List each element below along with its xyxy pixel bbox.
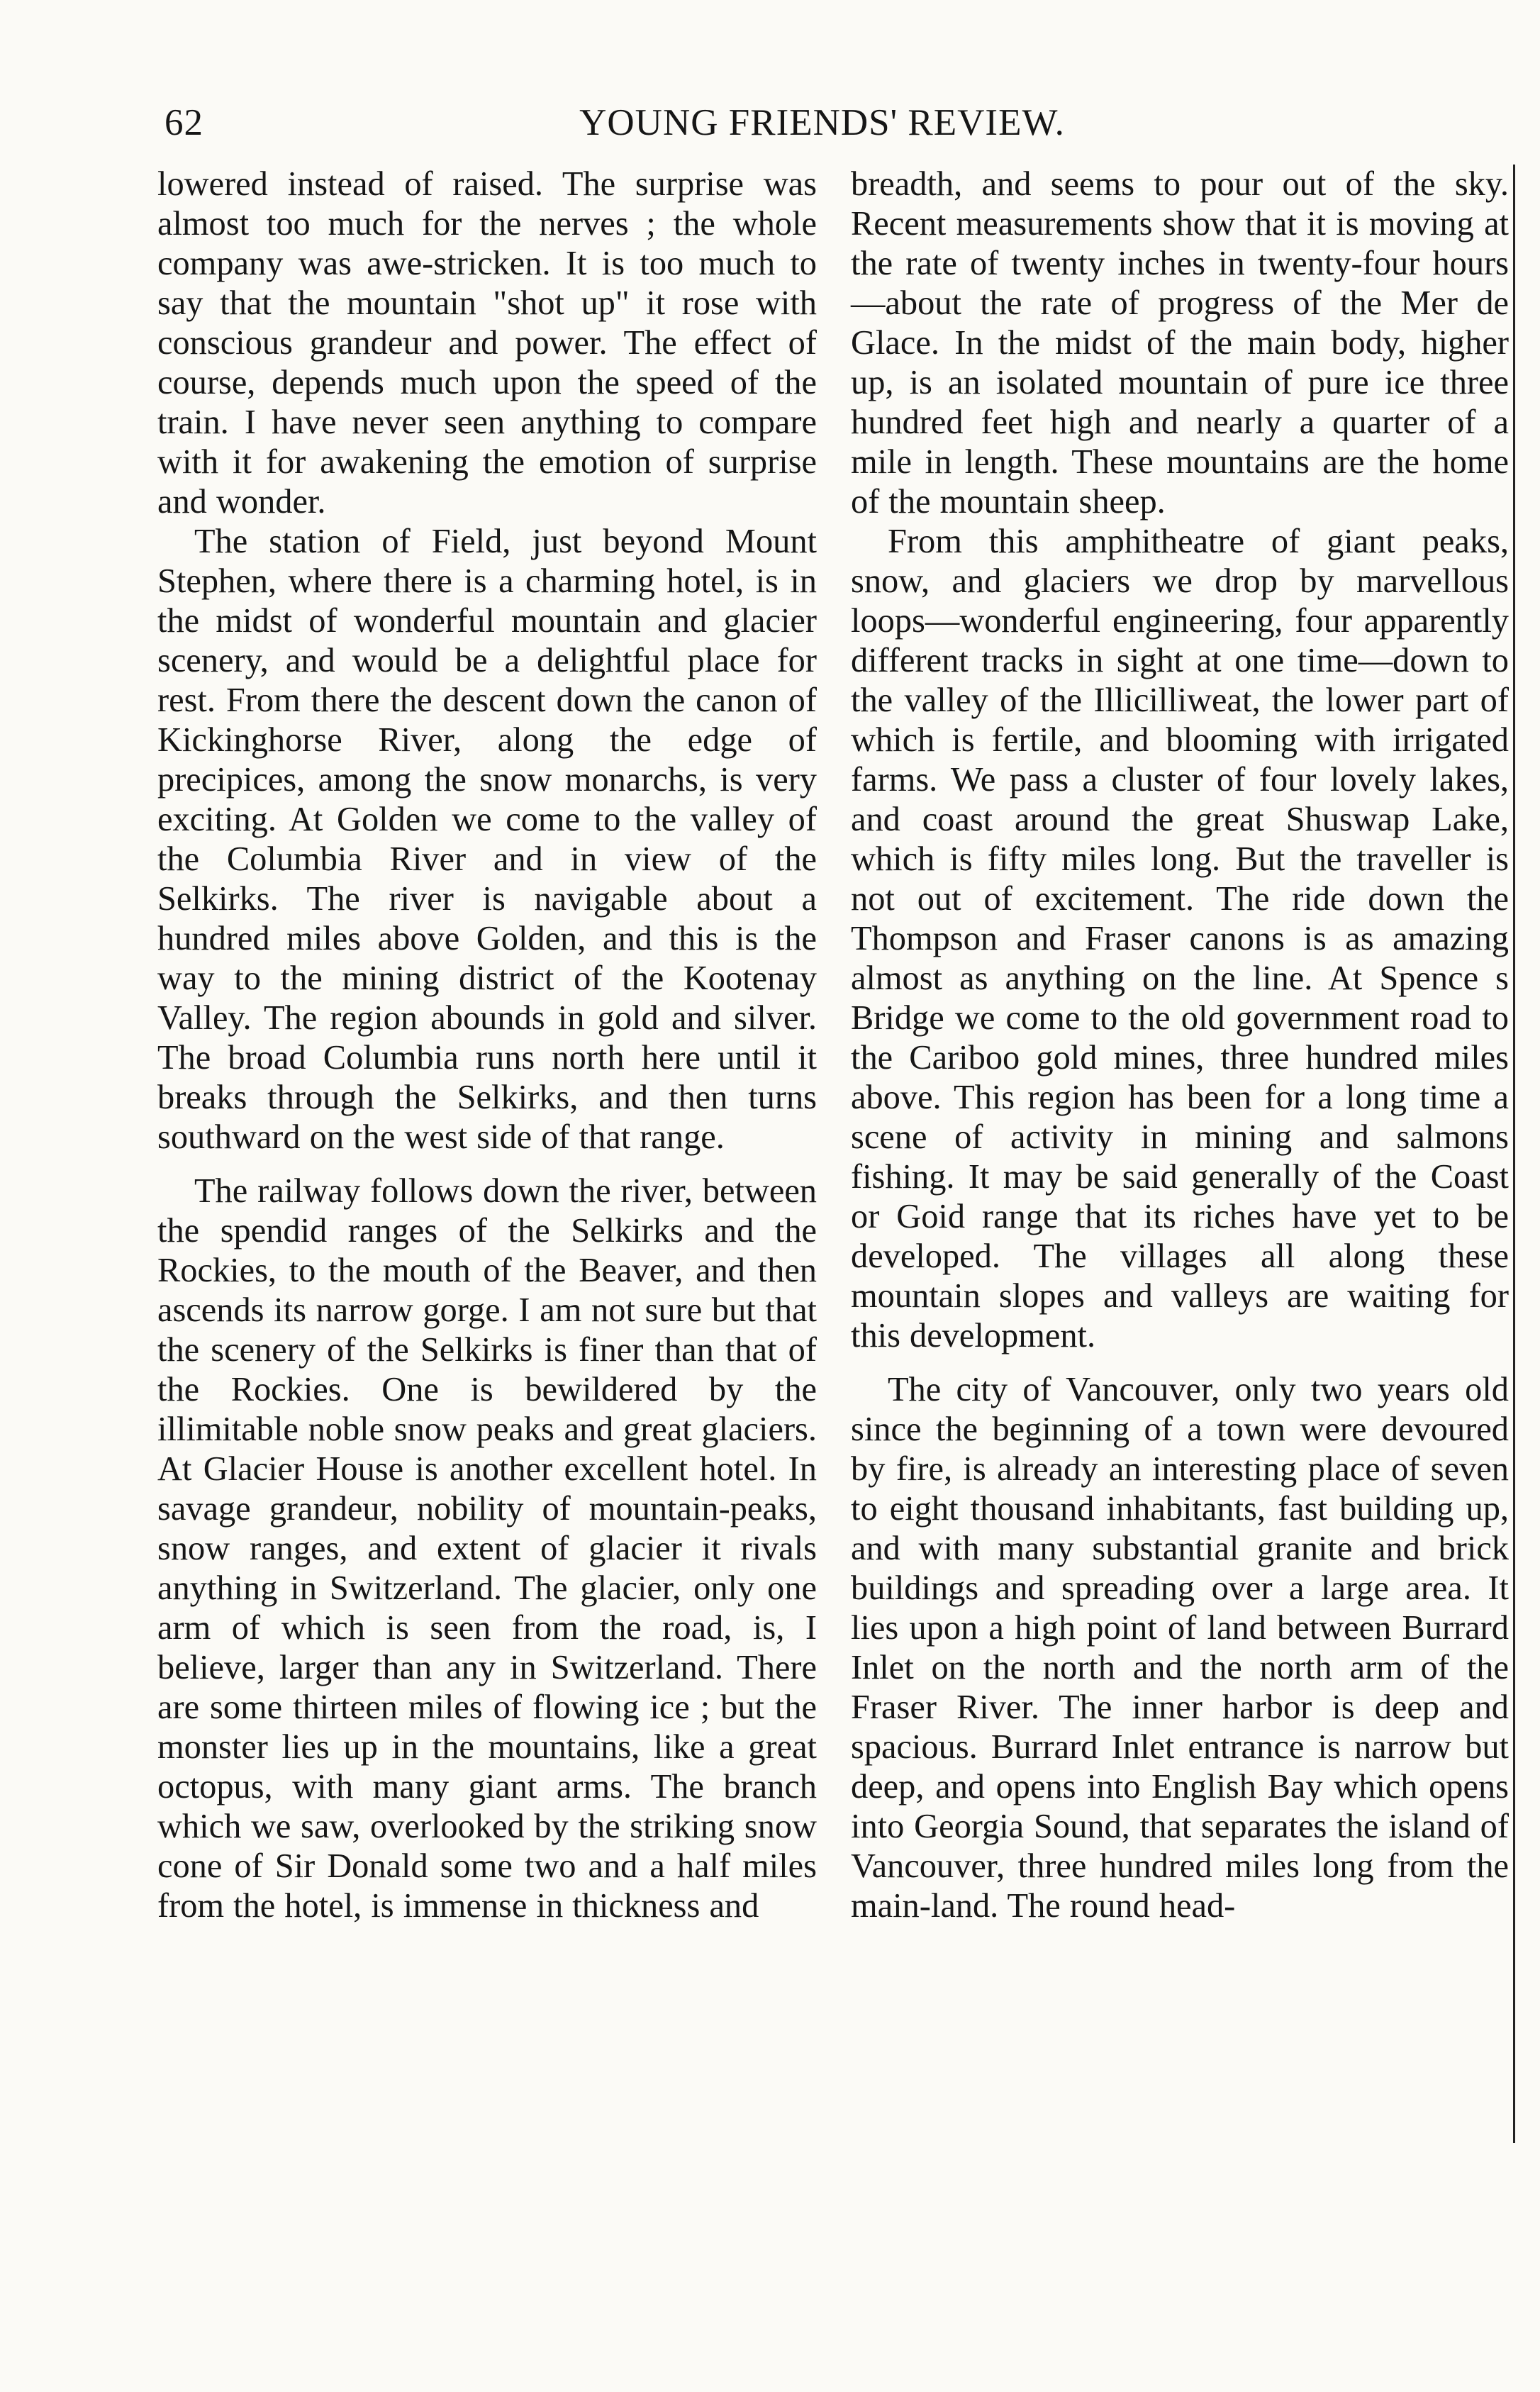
- right-column: [851, 165, 1515, 2143]
- paragraph: The railway follows down the river, between the spendid ranges of the Selkirks and the Rockies, to the mouth of the Beaver, and then ascends its narrow gorge. I am not sure but that the scenery of the Selkirks is finer than that of the Rockies. One is bewildered by the illimitable noble snow peaks and great glaciers. At Glacier House is another excellent hotel. In savage grandeur, nobility of mountain-peaks, snow ranges, and extent of glacier it rivals anything in Switzerland. The glacier, only one arm of which is seen from the road, is, I believe, larger than any in Switzerland. There are some thirteen miles of flowing ice ; but the monster lies up in the mountains, like a great octopus, with many giant arms. The branch which we saw, overlooked by the striking snow cone of Sir Donald some two and a half miles from the hotel, is immense in thickness and: [157, 1172, 817, 1925]
- paragraph: From this amphitheatre of giant peaks, snow, and glaciers we drop by marvellous loops—wonderful engineering, four apparently different tracks in sight at one time—down to the valley of the Illicilliweat, the lower part of which is fertile, and blooming with irrigated farms. We pass a cluster of four lovely lakes, and coast around the great Shuswap Lake, which is fifty miles long. But the traveller is not out of excitement. The ride down the Thompson and Fraser canons is as amazing almost as anything on the line. At Spence s Bridge we come to the old government road to the Cariboo gold mines, three hundred miles above. This region has been for a long time a scene of activity in mining and salmons fishing. It may be said generally of the Coast or Goid range that its riches have yet to be developed. The villages all along these mountain slopes and valleys are waiting for this development.: [851, 523, 1509, 1354]
- paragraph: The station of Field, just beyond Mount Stephen, where there is a charming hotel, is in the midst of wonderful mountain and glacier scenery, and would be a delightful place for rest. From there the descent down the canon of Kickinghorse River, along the edge of precipices, among the snow monarchs, is very exciting. At Golden we come to the valley of the Columbia River and in view of the Selkirks. The river is navigable about a hundred miles above Golden, and this is the way to the mining district of the Kootenay Valley. The region abounds in gold and silver. The broad Columbia runs north here until it breaks through the Selkirks, and then turns southward on the west side of that range.: [157, 523, 817, 1156]
- paragraph: breadth, and seems to pour out of the sky. Recent measurements show that it is moving at the rate of twenty inches in twenty-four hours—about the rate of progress of the Mer de Glace. In the midst of the main body, higher up, is an isolated mountain of pure ice three hundred feet high and nearly a quarter of a mile in length. These mountains are the home of the mountain sheep.: [851, 165, 1509, 521]
- page-header: [164, 98, 1480, 148]
- left-column: [157, 165, 817, 2264]
- paragraph: lowered instead of raised. The surprise was almost too much for the nerves ; the whole company was awe-stricken. It is too much to say that the mountain "shot up" it rose with conscious grandeur and power. The effect of course, depends much upon the speed of the train. I have never seen anything to compare with it for awakening the emotion of surprise and wonder.: [157, 165, 817, 521]
- paragraph: The city of Vancouver, only two years old since the beginning of a town were devoured by fire, is already an interesting place of seven to eight thousand inhabitants, fast building up, and with many substantial granite and brick buildings and spreading over a large area. It lies upon a high point of land between Burrard Inlet on the north and the north arm of the Fraser River. The inner harbor is deep and spacious. Burrard Inlet entrance is narrow but deep, and opens into English Bay which opens into Georgia Sound, that separates the island of Vancouver, three hundred miles long from the main-land. The round head-: [851, 1371, 1509, 1925]
- page-number: 62: [164, 102, 203, 143]
- running-title: YOUNG FRIENDS' REVIEW.: [579, 102, 1065, 143]
